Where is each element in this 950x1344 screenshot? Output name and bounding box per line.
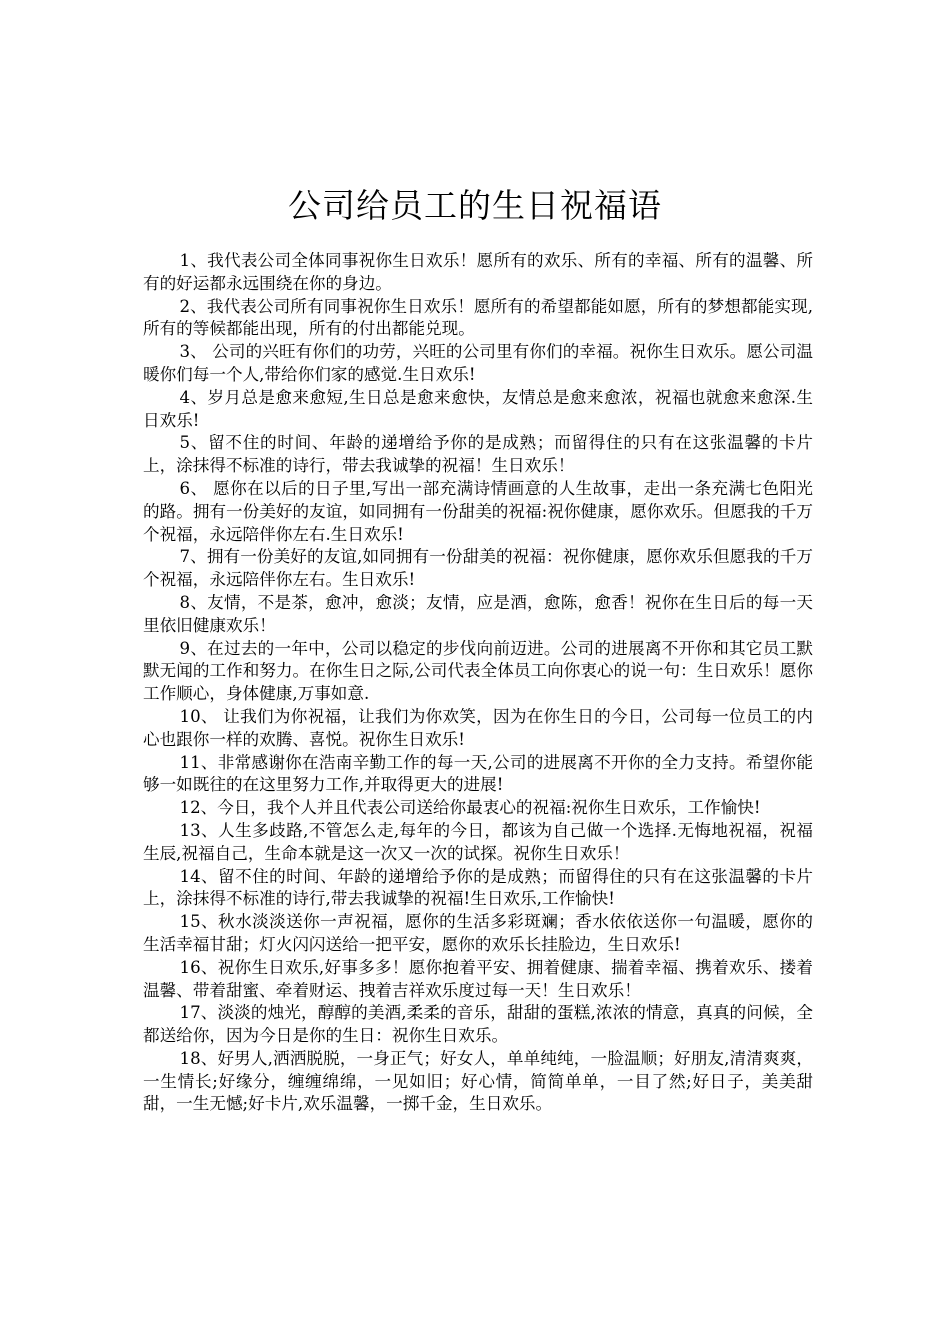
paragraph-13: 13、人生多歧路,不管怎么走,每年的今日，都该为自己做一个选择.无悔地祝福，祝福生辰,祝福自己，生命本就是这一次又一次的试探。祝你生日欢乐！ [143, 820, 813, 863]
paragraph-8: 8、友情，不是茶，愈冲，愈淡；友情，应是酒，愈陈，愈香！祝你在生日后的每一天里依旧健康欢乐！ [143, 592, 813, 635]
paragraph-2: 2、我代表公司所有同事祝你生日欢乐！愿所有的希望都能如愿，所有的梦想都能实现,所有的等候都能出现，所有的付出都能兑现。 [143, 296, 813, 339]
paragraph-7: 7、拥有一份美好的友谊,如同拥有一份甜美的祝福：祝你健康，愿你欢乐但愿我的千万个祝福，永远陪伴你左右。生日欢乐! [143, 547, 813, 590]
paragraph-5: 5、留不住的时间、年龄的递增给予你的是成熟；而留得住的只有在这张温馨的卡片上，涂抹得不标准的诗行，带去我诚挚的祝福！生日欢乐！ [143, 433, 813, 476]
paragraph-12: 12、今日，我个人并且代表公司送给你最衷心的祝福:祝你生日欢乐，工作愉快! [179, 798, 761, 818]
document-title: 公司给员工的生日祝福语 [288, 186, 662, 225]
paragraph-16: 16、祝你生日欢乐,好事多多！愿你抱着平安、拥着健康、揣着幸福、携着欢乐、搂着温馨、带着甜蜜、牵着财运、拽着吉祥欢乐度过每一天！生日欢乐！ [143, 957, 813, 1000]
paragraph-9: 9、在过去的一年中，公司以稳定的步伐向前迈进。公司的进展离不开你和其它员工默默无闻的工作和努力。在你生日之际,公司代表全体员工向你衷心的说一句：生日欢乐！愿你工作顺心，身体健康,万事如意. [143, 638, 813, 704]
paragraph-1: 1、我代表公司全体同事祝你生日欢乐！愿所有的欢乐、所有的幸福、所有的温馨、所有的好运都永远围绕在你的身边。 [143, 251, 813, 293]
paragraph-6: 6、 愿你在以后的日子里,写出一部充满诗情画意的人生故事，走出一条充满七色阳光的路。拥有一份美好的友谊，如同拥有一份甜美的祝福:祝你健康，愿你欢乐。但愿我的千万个祝福，永远陪伴你左右.生日欢乐! [143, 478, 813, 544]
paragraph-17: 17、淡淡的烛光，醇醇的美酒,柔柔的音乐，甜甜的蛋糕,浓浓的情意，真真的问候，全都送给你，因为今日是你的生日：祝你生日欢乐。 [143, 1003, 813, 1046]
paragraph-10: 10、 让我们为你祝福，让我们为你欢笑，因为在你生日的今日，公司每一位员工的内心也跟你一样的欢腾、喜悦。祝你生日欢乐! [143, 706, 813, 749]
document-body [143, 250, 813, 1116]
paragraph-18: 18、好男人,洒洒脱脱，一身正气；好女人，单单纯纯，一脸温顺；好朋友,清清爽爽，一生情长;好缘分，缠缠绵绵，一见如旧；好心情，简简单单，一目了然;好日子，美美甜甜，一生无憾;好卡片,欢乐温馨，一掷千金，生日欢乐。 [143, 1048, 813, 1114]
paragraph-3: 3、 公司的兴旺有你们的功劳，兴旺的公司里有你们的幸福。祝你生日欢乐。愿公司温暖你们每一个人,带给你们家的感觉.生日欢乐! [143, 342, 813, 384]
paragraph-14: 14、留不住的时间、年龄的递增给予你的是成熟；而留得住的只有在这张温馨的卡片上，涂抹得不标准的诗行,带去我诚挚的祝福!生日欢乐,工作愉快! [143, 866, 813, 909]
paragraph-4: 4、岁月总是愈来愈短,生日总是愈来愈快，友情总是愈来愈浓，祝福也就愈来愈深.生日欢乐! [143, 387, 813, 430]
paragraph-15: 15、秋水淡淡送你一声祝福，愿你的生活多彩斑斓；香水依依送你一句温暖，愿你的生活幸福甘甜；灯火闪闪送给一把平安，愿你的欢乐长挂脸边，生日欢乐! [143, 912, 813, 954]
paragraph-11: 11、非常感谢你在浩南辛勤工作的每一天,公司的进展离不开你的全力支持。希望你能够一如既往的在这里努力工作,并取得更大的进展! [143, 752, 813, 795]
